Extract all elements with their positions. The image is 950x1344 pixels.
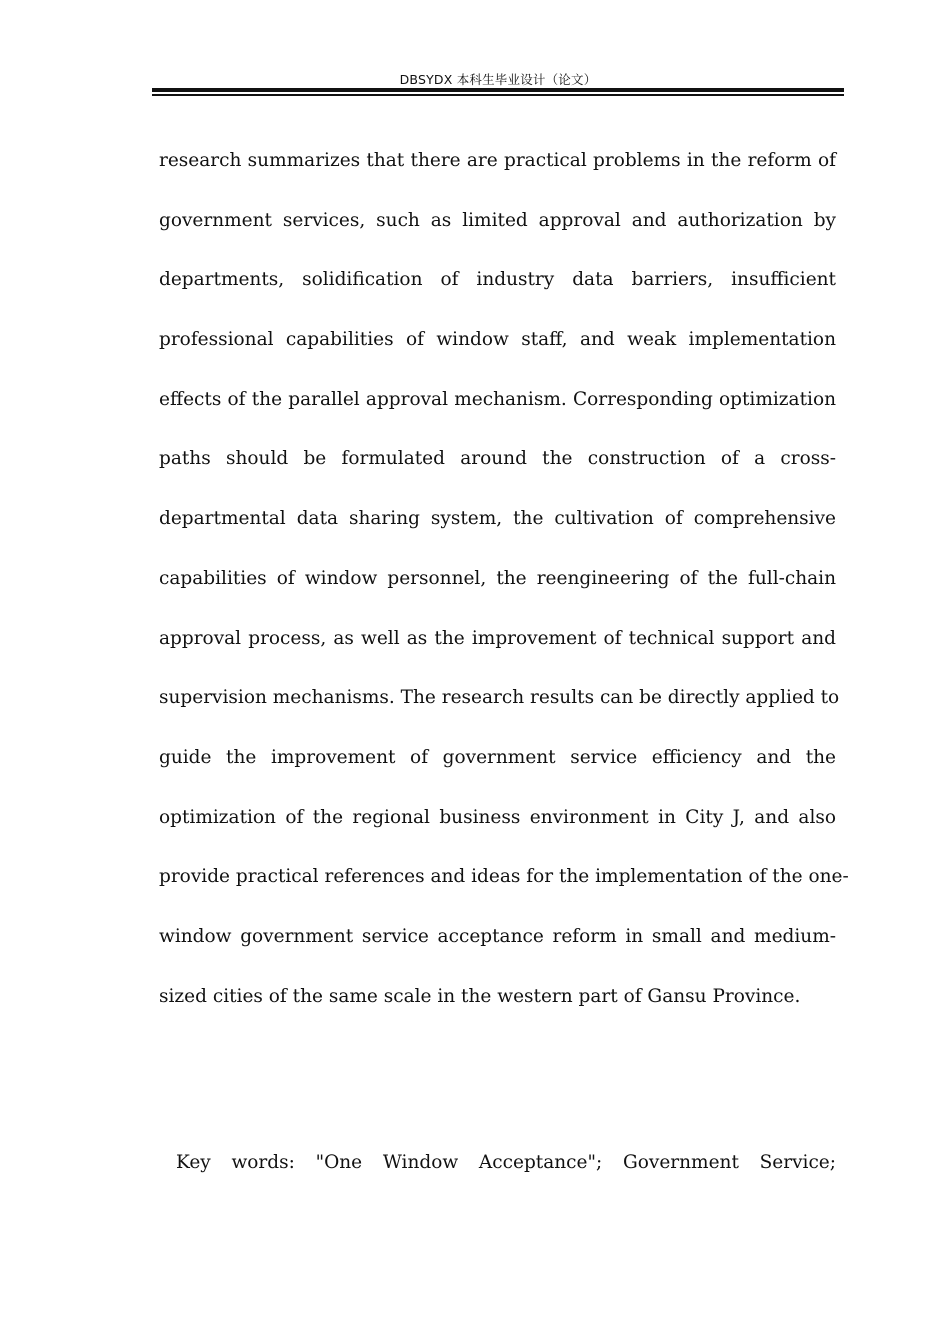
body-line-12: optimization of the regional business environment in City J, and also xyxy=(159,806,836,828)
body-line-3: departments, solidification of industry data barriers, insufficient xyxy=(159,269,836,291)
running-header: DBSYDX 本科生毕业设计（论文） xyxy=(399,72,597,87)
body-line-10: supervision mechanisms. The research results can be directly applied to xyxy=(159,687,840,709)
body-line-7: departmental data sharing system, the cultivation of comprehensive xyxy=(159,508,836,530)
body-line-11: guide the improvement of government service efficiency and the xyxy=(159,746,836,768)
body-line-13: provide practical references and ideas for the implementation of the one- xyxy=(159,866,849,888)
keywords-line: Key words: "One Window Acceptance"; Government Service; xyxy=(176,1152,836,1173)
header-rule-thin xyxy=(152,94,844,96)
header-rule-thick xyxy=(152,88,844,92)
body-line-15: sized cities of the same scale in the western part of Gansu Province. xyxy=(159,985,801,1007)
abstract-body xyxy=(159,131,849,1026)
body-line-1: research summarizes that there are practical problems in the reform of xyxy=(159,150,836,171)
body-line-2: government services, such as limited approval and authorization by xyxy=(159,209,836,231)
body-line-9: approval process, as well as the improvement of technical support and xyxy=(159,627,836,649)
body-line-8: capabilities of window personnel, the reengineering of the full-chain xyxy=(159,567,836,589)
body-line-5: effects of the parallel approval mechanism. Corresponding optimization xyxy=(159,388,836,410)
body-line-6: paths should be formulated around the construction of a cross- xyxy=(159,448,836,470)
body-line-4: professional capabilities of window staff, and weak implementation xyxy=(159,329,836,351)
body-line-14: window government service acceptance reform in small and medium- xyxy=(159,925,836,947)
